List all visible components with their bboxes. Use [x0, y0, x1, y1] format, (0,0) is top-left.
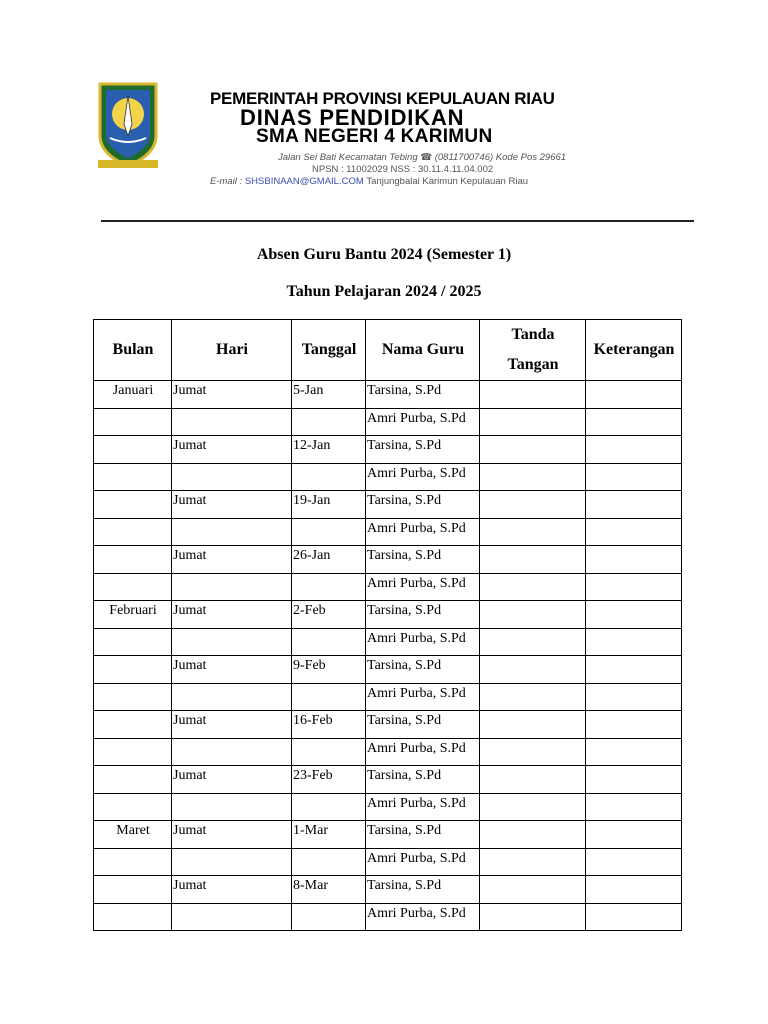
cell-nama-guru: Amri Purba, S.Pd — [366, 738, 480, 766]
table-header-row — [94, 320, 682, 381]
table-row — [94, 491, 682, 519]
cell-keterangan — [586, 793, 682, 821]
cell-nama-guru: Amri Purba, S.Pd — [366, 573, 480, 601]
cell-tanggal: 2-Feb — [292, 601, 366, 629]
cell-tanggal: 9-Feb — [292, 656, 366, 684]
cell-tanggal — [292, 738, 366, 766]
table-row — [94, 408, 682, 436]
table-row — [94, 738, 682, 766]
cell-hari: Jumat — [172, 821, 292, 849]
cell-nama-guru: Tarsina, S.Pd — [366, 821, 480, 849]
cell-tanda-tangan — [480, 711, 586, 739]
cell-tanggal — [292, 683, 366, 711]
cell-tanggal — [292, 463, 366, 491]
cell-hari — [172, 903, 292, 931]
cell-bulan — [94, 903, 172, 931]
header-npsn: NPSN : 11002029 NSS : 30.11.4.11.04.002 — [312, 164, 494, 175]
cell-keterangan — [586, 628, 682, 656]
email-label: E-mail : — [210, 176, 243, 187]
header-divider — [101, 220, 694, 222]
cell-hari — [172, 573, 292, 601]
cell-tanda-tangan — [480, 408, 586, 436]
cell-nama-guru: Tarsina, S.Pd — [366, 436, 480, 464]
column-header-bulan: Bulan — [94, 320, 172, 381]
header-government: PEMERINTAH PROVINSI KEPULAUAN RIAU — [210, 89, 555, 108]
table-row — [94, 436, 682, 464]
cell-nama-guru: Tarsina, S.Pd — [366, 381, 480, 409]
cell-tanda-tangan — [480, 381, 586, 409]
cell-tanda-tangan — [480, 518, 586, 546]
table-row — [94, 656, 682, 684]
cell-bulan — [94, 793, 172, 821]
cell-keterangan — [586, 381, 682, 409]
cell-hari — [172, 408, 292, 436]
table-row — [94, 903, 682, 931]
cell-keterangan — [586, 408, 682, 436]
cell-tanda-tangan — [480, 793, 586, 821]
cell-tanda-tangan — [480, 491, 586, 519]
cell-bulan — [94, 408, 172, 436]
table-body — [94, 381, 682, 931]
column-header-tanggal: Tanggal — [292, 320, 366, 381]
cell-tanda-tangan — [480, 573, 586, 601]
cell-tanda-tangan — [480, 848, 586, 876]
cell-tanggal — [292, 408, 366, 436]
cell-nama-guru: Tarsina, S.Pd — [366, 711, 480, 739]
cell-nama-guru: Amri Purba, S.Pd — [366, 903, 480, 931]
table-row — [94, 601, 682, 629]
cell-bulan — [94, 766, 172, 794]
cell-bulan — [94, 876, 172, 904]
cell-nama-guru: Amri Purba, S.Pd — [366, 683, 480, 711]
header-school: SMA NEGERI 4 KARIMUN — [256, 126, 493, 147]
cell-nama-guru: Tarsina, S.Pd — [366, 766, 480, 794]
cell-keterangan — [586, 903, 682, 931]
header-contact — [210, 176, 630, 188]
attendance-table — [93, 319, 682, 931]
column-header-tanda-tangan: Tanda Tangan — [480, 320, 586, 381]
cell-hari: Jumat — [172, 656, 292, 684]
cell-tanggal: 5-Jan — [292, 381, 366, 409]
cell-tanggal: 23-Feb — [292, 766, 366, 794]
cell-nama-guru: Tarsina, S.Pd — [366, 546, 480, 574]
table-row — [94, 546, 682, 574]
cell-keterangan — [586, 573, 682, 601]
cell-hari: Jumat — [172, 546, 292, 574]
cell-nama-guru: Tarsina, S.Pd — [366, 491, 480, 519]
cell-tanda-tangan — [480, 463, 586, 491]
table-row — [94, 573, 682, 601]
cell-nama-guru: Amri Purba, S.Pd — [366, 628, 480, 656]
cell-hari: Jumat — [172, 711, 292, 739]
cell-bulan — [94, 848, 172, 876]
cell-hari — [172, 518, 292, 546]
cell-bulan — [94, 738, 172, 766]
cell-tanda-tangan — [480, 876, 586, 904]
cell-bulan — [94, 683, 172, 711]
table-row — [94, 793, 682, 821]
cell-tanda-tangan — [480, 821, 586, 849]
cell-keterangan — [586, 656, 682, 684]
cell-bulan: Maret — [94, 821, 172, 849]
cell-tanda-tangan — [480, 628, 586, 656]
cell-nama-guru: Tarsina, S.Pd — [366, 876, 480, 904]
academic-year: Tahun Pelajaran 2024 / 2025 — [286, 283, 482, 300]
cell-tanggal: 1-Mar — [292, 821, 366, 849]
cell-keterangan — [586, 738, 682, 766]
cell-hari: Jumat — [172, 601, 292, 629]
letterhead — [94, 76, 602, 204]
cell-keterangan — [586, 766, 682, 794]
cell-hari — [172, 683, 292, 711]
cell-tanggal: 12-Jan — [292, 436, 366, 464]
cell-tanggal — [292, 628, 366, 656]
cell-tanggal — [292, 573, 366, 601]
cell-hari — [172, 848, 292, 876]
cell-tanda-tangan — [480, 903, 586, 931]
cell-tanda-tangan — [480, 656, 586, 684]
table-row — [94, 766, 682, 794]
cell-hari — [172, 628, 292, 656]
cell-hari: Jumat — [172, 436, 292, 464]
cell-tanda-tangan — [480, 436, 586, 464]
document-title: Absen Guru Bantu 2024 (Semester 1) — [256, 246, 512, 263]
cell-nama-guru: Tarsina, S.Pd — [366, 601, 480, 629]
cell-bulan — [94, 573, 172, 601]
cell-nama-guru: Amri Purba, S.Pd — [366, 518, 480, 546]
column-header-hari: Hari — [172, 320, 292, 381]
column-header-keterangan: Keterangan — [586, 320, 682, 381]
cell-bulan — [94, 656, 172, 684]
cell-bulan — [94, 628, 172, 656]
cell-nama-guru: Amri Purba, S.Pd — [366, 463, 480, 491]
cell-tanggal — [292, 903, 366, 931]
header-department: DINAS PENDIDIKAN — [240, 105, 465, 130]
cell-keterangan — [586, 876, 682, 904]
table-row — [94, 821, 682, 849]
cell-nama-guru: Tarsina, S.Pd — [366, 656, 480, 684]
cell-hari: Jumat — [172, 876, 292, 904]
table-row — [94, 381, 682, 409]
cell-keterangan — [586, 683, 682, 711]
cell-tanda-tangan — [480, 766, 586, 794]
cell-keterangan — [586, 601, 682, 629]
cell-keterangan — [586, 848, 682, 876]
table-row — [94, 628, 682, 656]
cell-hari: Jumat — [172, 381, 292, 409]
table-row — [94, 518, 682, 546]
cell-bulan — [94, 491, 172, 519]
header-address: Jalan Sei Bati Kecamatan Tebing ☎ (0811700746) Kode Pos 29661 — [278, 152, 567, 163]
cell-hari — [172, 738, 292, 766]
cell-tanggal: 19-Jan — [292, 491, 366, 519]
cell-tanda-tangan — [480, 738, 586, 766]
table-row — [94, 683, 682, 711]
table-row — [94, 711, 682, 739]
cell-bulan — [94, 518, 172, 546]
cell-tanggal — [292, 848, 366, 876]
cell-keterangan — [586, 711, 682, 739]
cell-tanggal — [292, 518, 366, 546]
cell-tanda-tangan — [480, 546, 586, 574]
cell-tanggal: 26-Jan — [292, 546, 366, 574]
cell-hari: Jumat — [172, 491, 292, 519]
cell-bulan — [94, 463, 172, 491]
email-address: SHSBINAAN@GMAIL.COM — [244, 176, 364, 187]
table-row — [94, 463, 682, 491]
cell-keterangan — [586, 436, 682, 464]
cell-nama-guru: Amri Purba, S.Pd — [366, 848, 480, 876]
header-location: Tanjungbalai Karimun Kepulauan Riau — [366, 176, 529, 187]
cell-keterangan — [586, 546, 682, 574]
provincial-crest-icon — [94, 80, 162, 172]
cell-hari — [172, 793, 292, 821]
cell-bulan: Januari — [94, 381, 172, 409]
cell-bulan: Februari — [94, 601, 172, 629]
cell-nama-guru: Amri Purba, S.Pd — [366, 408, 480, 436]
cell-tanda-tangan — [480, 601, 586, 629]
cell-keterangan — [586, 518, 682, 546]
column-header-nama-guru: Nama Guru — [366, 320, 480, 381]
cell-keterangan — [586, 491, 682, 519]
cell-tanda-tangan — [480, 683, 586, 711]
cell-bulan — [94, 711, 172, 739]
cell-bulan — [94, 436, 172, 464]
cell-keterangan — [586, 821, 682, 849]
cell-tanggal: 16-Feb — [292, 711, 366, 739]
cell-nama-guru: Amri Purba, S.Pd — [366, 793, 480, 821]
table-row — [94, 876, 682, 904]
cell-tanggal: 8-Mar — [292, 876, 366, 904]
cell-bulan — [94, 546, 172, 574]
cell-hari: Jumat — [172, 766, 292, 794]
cell-tanggal — [292, 793, 366, 821]
cell-keterangan — [586, 463, 682, 491]
table-row — [94, 848, 682, 876]
cell-hari — [172, 463, 292, 491]
